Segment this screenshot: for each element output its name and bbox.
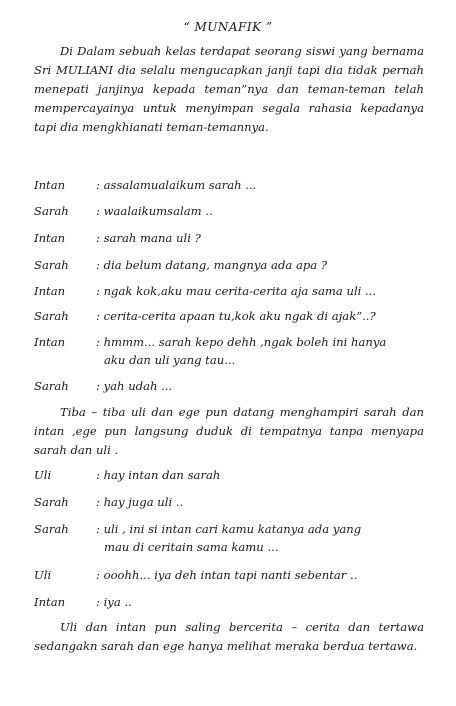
paragraph-intro [34, 42, 424, 137]
speaker-name: Sarah [34, 204, 69, 218]
dialogue-text [96, 333, 430, 369]
dialogue-text: : hay intan dan sarah [96, 468, 221, 482]
speaker-name: Intan [34, 595, 66, 609]
speaker-name: Intan [34, 178, 66, 192]
paragraph-arrival [34, 403, 424, 460]
speaker-name: Intan [34, 284, 66, 298]
paragraph-closing [34, 618, 424, 656]
dialogue-text: : waalaikumsalam .. [96, 204, 213, 218]
speaker-name: Uli [34, 468, 52, 482]
speaker-name: Sarah [34, 309, 69, 323]
speaker-name: Sarah [34, 522, 69, 536]
speaker-name: Intan [34, 231, 66, 245]
document-title: “ MUNAFIK ” [183, 20, 273, 34]
dialogue-text: : hay juga uli .. [96, 495, 184, 509]
dialogue-text: : iya .. [96, 595, 132, 609]
speaker-name: Sarah [34, 258, 69, 272]
paragraph-intro-text: Di Dalam sebuah kelas terdapat seorang siswi yang bernama Sri MULIANI dia selalu mengucapkan janji tapi dia tidak pernah menepati janjinya kepada teman”nya dan teman-teman telah mempercayainya untuk menyimpan segala rahasia kepadanya tapi dia mengkhianati teman-temannya. [34, 44, 424, 134]
dialogue-text: : cerita-cerita apaan tu,kok aku ngak di ajak”..? [96, 309, 376, 323]
dialogue-text-first: : hmmm... sarah kepo dehh ,ngak boleh ini hanya [96, 335, 387, 349]
dialogue-text: : assalamualaikum sarah ... [96, 178, 257, 192]
paragraph-closing-text: Uli dan intan pun saling bercerita – cerita dan tertawa sedangakn sarah dan ege hanya melihat meraka berdua tertawa. [34, 620, 424, 653]
dialogue-text [96, 520, 430, 556]
dialogue-text-continuation: mau di ceritain sama kamu ... [104, 540, 279, 554]
speaker-name: Intan [34, 335, 66, 349]
paragraph-arrival-text: Tiba – tiba uli dan ege pun datang menghampiri sarah dan intan ,ege pun langsung duduk di tempatnya tanpa menyapa sarah dan uli . [34, 405, 424, 457]
dialogue-text: : ooohh... iya deh intan tapi nanti sebentar .. [96, 568, 358, 582]
dialogue-text-first: : uli , ini si intan cari kamu katanya ada yang [96, 522, 362, 536]
speaker-name: Sarah [34, 379, 69, 393]
dialogue-text-continuation: aku dan uli yang tau... [104, 353, 236, 367]
dialogue-text: : ngak kok,aku mau cerita-cerita aja sama uli ... [96, 284, 377, 298]
speaker-name: Uli [34, 568, 52, 582]
dialogue-text: : dia belum datang, mangnya ada apa ? [96, 258, 328, 272]
speaker-name: Sarah [34, 495, 69, 509]
dialogue-text: : yah udah ... [96, 379, 173, 393]
dialogue-text: : sarah mana uli ? [96, 231, 201, 245]
